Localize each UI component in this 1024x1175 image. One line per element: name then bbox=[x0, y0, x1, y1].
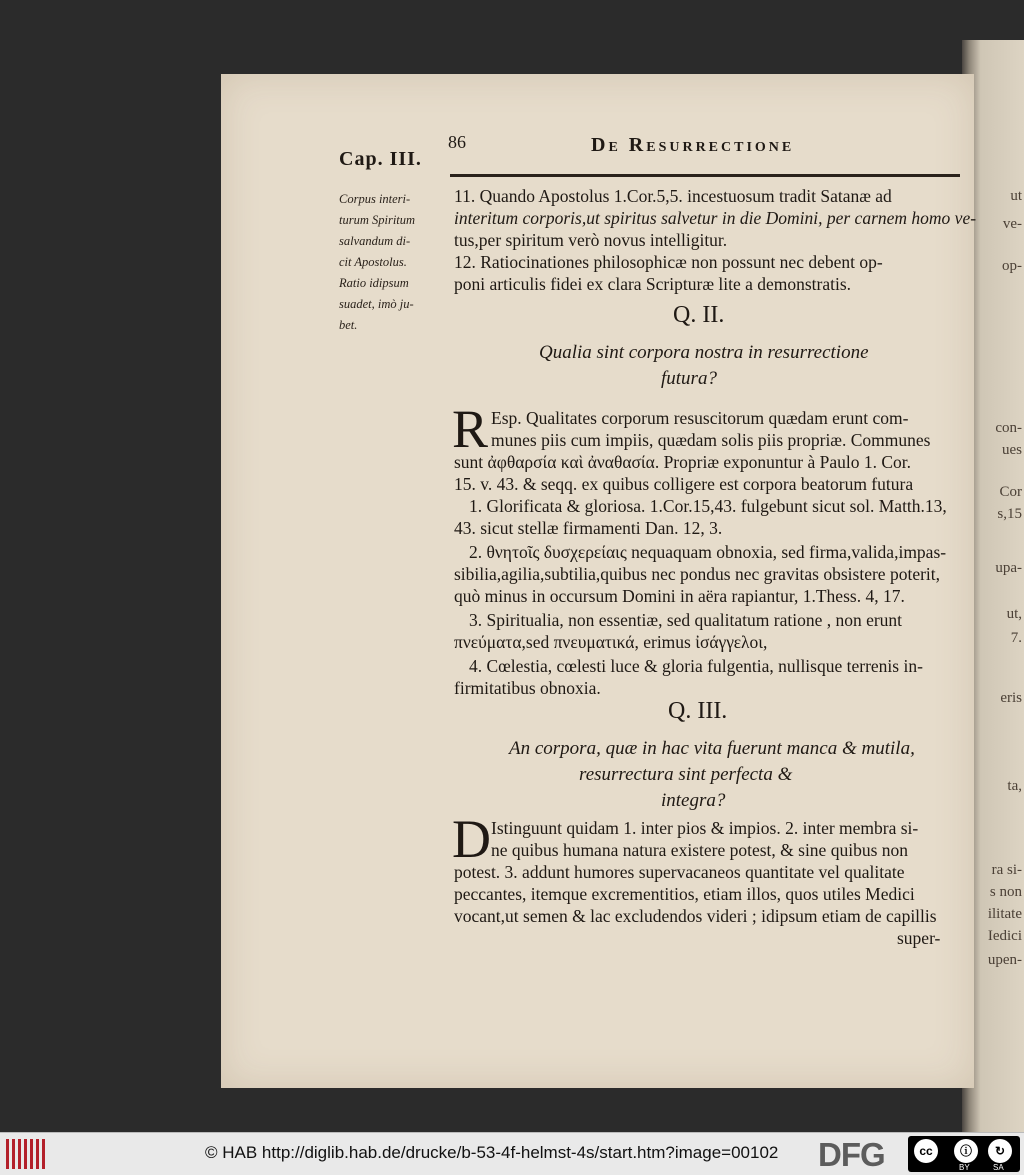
neighbor-fragment: op- bbox=[1002, 258, 1022, 274]
neighbor-fragment: upa- bbox=[995, 560, 1022, 576]
text-line: 2. θνητοῖς δυσχερείαις nequaquam obnoxia, sed firma,valida,impas- bbox=[469, 542, 947, 562]
drop-cap: R bbox=[452, 399, 489, 459]
header-rule bbox=[450, 174, 960, 177]
neighbor-fragment: ut bbox=[1010, 188, 1022, 204]
margin-note: bet. bbox=[339, 318, 358, 332]
copyright-link[interactable]: © HAB http://diglib.hab.de/drucke/b-53-4f-helmst-4s/start.htm?image=00102 bbox=[205, 1143, 779, 1162]
neighbor-fragment: Cor bbox=[999, 484, 1022, 500]
text-line: peccantes, itemque excrementitios, etiam illos, quos utiles Medici bbox=[454, 884, 915, 904]
neighbor-fragment: s,15 bbox=[997, 506, 1022, 522]
book-page bbox=[221, 74, 977, 1088]
text-line: 12. Ratiocinationes philosophicæ non possunt nec debent op- bbox=[454, 252, 883, 272]
margin-note: Ratio idipsum bbox=[339, 276, 409, 290]
text-line: 43. sicut stellæ firmamenti Dan. 12, 3. bbox=[454, 518, 723, 538]
text-line: 1. Glorificata & gloriosa. 1.Cor.15,43. fulgebunt sicut sol. Matth.13, bbox=[469, 496, 947, 516]
text-line: ne quibus humana natura existere potest, & sine quibus non bbox=[491, 840, 909, 860]
neighbor-fragment: ut, bbox=[1006, 606, 1022, 622]
neighbor-fragment: 7. bbox=[1010, 630, 1022, 646]
text-line: 15. v. 43. & seqq. ex quibus colligere est corpora beatorum futura bbox=[454, 474, 914, 494]
text-line: πνεύματα,sed πνευματικά, erimus ἰσάγγελοι, bbox=[454, 632, 768, 652]
page-number: 86 bbox=[448, 132, 466, 152]
text-line: sibilia,agilia,subtilia,quibus nec pondus nec gravitas obsistere poterit, bbox=[454, 564, 941, 584]
footer-bar bbox=[0, 1132, 1024, 1175]
text-line: potest. 3. addunt humores supervacaneos quantitate vel qualitate bbox=[454, 862, 905, 882]
dfg-logo[interactable]: DFG bbox=[818, 1136, 885, 1173]
text-line: Istinguunt quidam 1. inter pios & impios. 2. inter membra si- bbox=[491, 818, 919, 838]
margin-note: cit Apostolus. bbox=[339, 255, 407, 269]
text-line: interitum corporis,ut spiritus salvetur in die Domini, per carnem homo ve- bbox=[454, 208, 977, 228]
neighbor-fragment: ve- bbox=[1002, 216, 1022, 232]
question-subtitle: futura? bbox=[661, 368, 717, 389]
text-line: sunt ἀφθαρσία καὶ ἀναθασία. Propriæ exponuntur à Paulo 1. Cor. bbox=[454, 452, 911, 472]
cc-by-label: BY bbox=[959, 1163, 970, 1172]
question-subtitle: An corpora, quæ in hac vita fuerunt manca & mutila, bbox=[509, 738, 915, 759]
text-line: quò minus in occursum Domini in aëra rapiantur, 1.Thess. 4, 17. bbox=[454, 586, 905, 606]
text-line: vocant,ut semen & lac excludendos videri ; idipsum etiam de capillis bbox=[454, 906, 937, 926]
running-head: De Resurrectione bbox=[591, 134, 795, 156]
text-line: 11. Quando Apostolus 1.Cor.5,5. incestuosum tradit Satanæ ad bbox=[454, 186, 892, 206]
text-line: tus,per spiritum verò novus intelligitur. bbox=[454, 230, 728, 250]
text-line: munes piis cum impiis, quædam solis piis propriæ. Communes bbox=[491, 430, 931, 450]
catchword: super- bbox=[897, 928, 941, 948]
question-subtitle: resurrectura sint perfecta & bbox=[579, 764, 793, 785]
share-alike-icon: ↻ bbox=[988, 1139, 1012, 1163]
drop-cap: D bbox=[452, 809, 491, 869]
person-icon: ⓘ bbox=[954, 1139, 978, 1163]
neighbor-fragment: Iedici bbox=[987, 928, 1022, 944]
neighbor-fragment: ilitate bbox=[987, 906, 1022, 922]
question-heading: Q. II. bbox=[673, 302, 725, 328]
neighbor-fragment: eris bbox=[1000, 690, 1022, 706]
margin-note: salvandum di- bbox=[339, 234, 411, 248]
question-subtitle: integra? bbox=[661, 790, 726, 811]
neighbor-fragment: s non bbox=[989, 884, 1022, 900]
text-line: Esp. Qualitates corporum resuscitorum quædam erunt com- bbox=[491, 408, 909, 428]
cc-sa-label: SA bbox=[993, 1163, 1004, 1172]
text-line: firmitatibus obnoxia. bbox=[454, 678, 601, 698]
margin-note: suadet, imò ju- bbox=[339, 297, 414, 311]
cc-icon: cc bbox=[914, 1139, 938, 1163]
text-line: 4. Cœlestia, cœlesti luce & gloria fulgentia, nullisque terrenis in- bbox=[469, 656, 923, 676]
neighbor-fragment: ta, bbox=[1007, 778, 1022, 794]
question-heading: Q. III. bbox=[668, 698, 728, 724]
text-line: 3. Spiritualia, non essentiæ, sed qualitatum ratione , non erunt bbox=[469, 610, 903, 630]
text-line: poni articulis fidei ex clara Scripturæ lite a demonstratis. bbox=[454, 274, 852, 294]
neighbor-fragment: con- bbox=[995, 420, 1022, 436]
cc-license-badge[interactable] bbox=[908, 1136, 1020, 1172]
hab-logo bbox=[6, 1139, 46, 1169]
neighbor-fragment: ra si- bbox=[991, 862, 1022, 878]
margin-note: Corpus interi- bbox=[339, 192, 411, 206]
margin-note: turum Spiritum bbox=[339, 213, 416, 227]
chapter-label: Cap. III. bbox=[339, 148, 422, 170]
neighbor-fragment: ues bbox=[1002, 442, 1022, 458]
neighbor-fragment: upen- bbox=[987, 952, 1022, 968]
question-subtitle: Qualia sint corpora nostra in resurrectione bbox=[539, 342, 869, 363]
